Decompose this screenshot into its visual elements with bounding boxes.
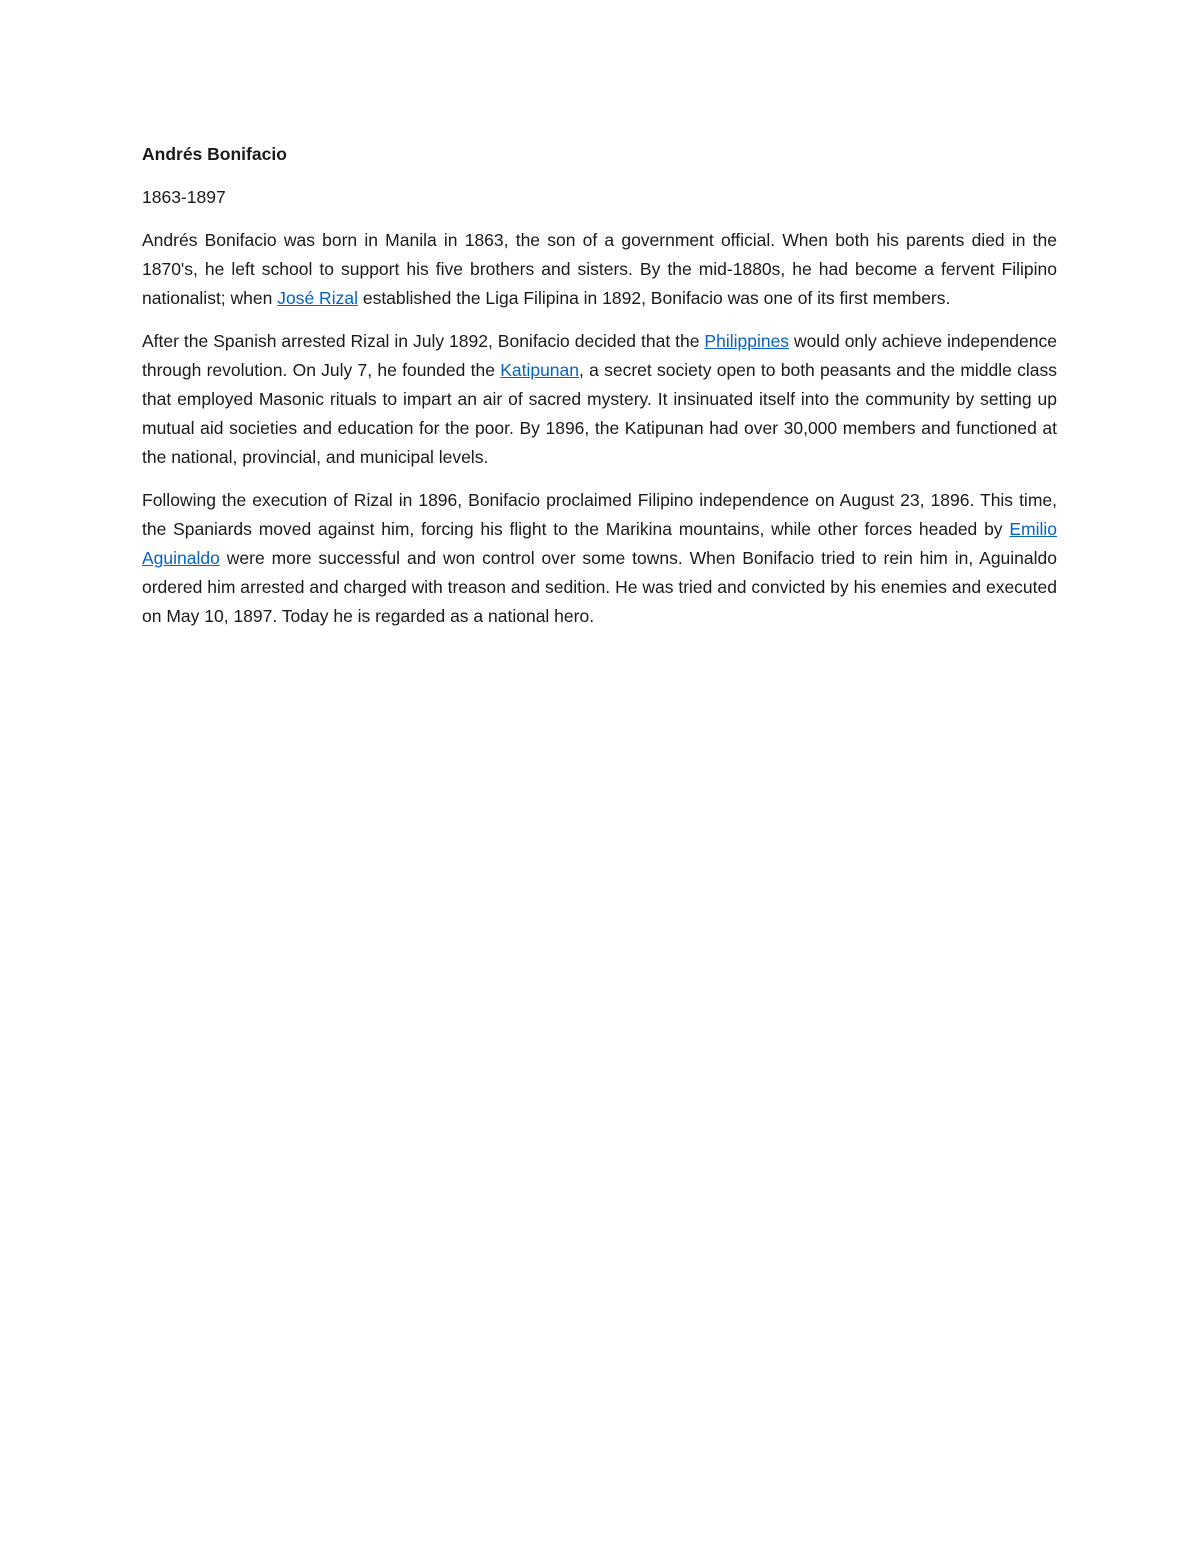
text-span: would only achieve independence through revolution. On July 7, he founded the xyxy=(142,331,1057,380)
paragraph-1 xyxy=(142,226,1057,313)
text-span: , a secret society open to both peasants and the middle class that employed Masonic rituals to impart an air of sacred mystery. It insinuated itself into the community by setting up mutual aid societies and education for the poor. By 1896, the Katipunan had over 30,000 members and functioned at the national, provincial, and municipal levels. xyxy=(142,360,1057,467)
link-philippines[interactable]: Philippines xyxy=(704,331,790,351)
link-katipunan[interactable]: Katipunan xyxy=(500,360,580,380)
document-title: Andrés Bonifacio xyxy=(142,144,287,164)
link-jose-rizal[interactable]: José Rizal xyxy=(277,288,358,308)
text-span: were more successful and won control over some towns. When Bonifacio tried to rein him in, Aguinaldo ordered him arrested and charged with treason and sedition. He was tried and convicted by his enemies and executed on May 10, 1897. Today he is regarded as a national hero. xyxy=(142,548,1057,626)
link-emilio-aguinaldo[interactable]: Emilio Aguinaldo xyxy=(142,519,1057,568)
document-body xyxy=(142,140,1057,645)
text-span: established the Liga Filipina in 1892, Bonifacio was one of its first members. xyxy=(357,288,951,308)
document-years: 1863-1897 xyxy=(142,187,226,207)
text-span: Following the execution of Rizal in 1896, Bonifacio proclaimed Filipino independence on August 23, 1896. This time, the Spaniards moved against him, forcing his flight to the Marikina mountains, while other forces headed by xyxy=(142,490,1057,539)
paragraph-2 xyxy=(142,327,1057,472)
text-span: After the Spanish arrested Rizal in July 1892, Bonifacio decided that the xyxy=(142,331,705,351)
paragraph-3 xyxy=(142,486,1057,631)
text-span: Andrés Bonifacio was born in Manila in 1863, the son of a government official. When both his parents died in the 1870's, he left school to support his five brothers and sisters. By the mid-1880s, he had become a fervent Filipino nationalist; when xyxy=(142,230,1057,308)
